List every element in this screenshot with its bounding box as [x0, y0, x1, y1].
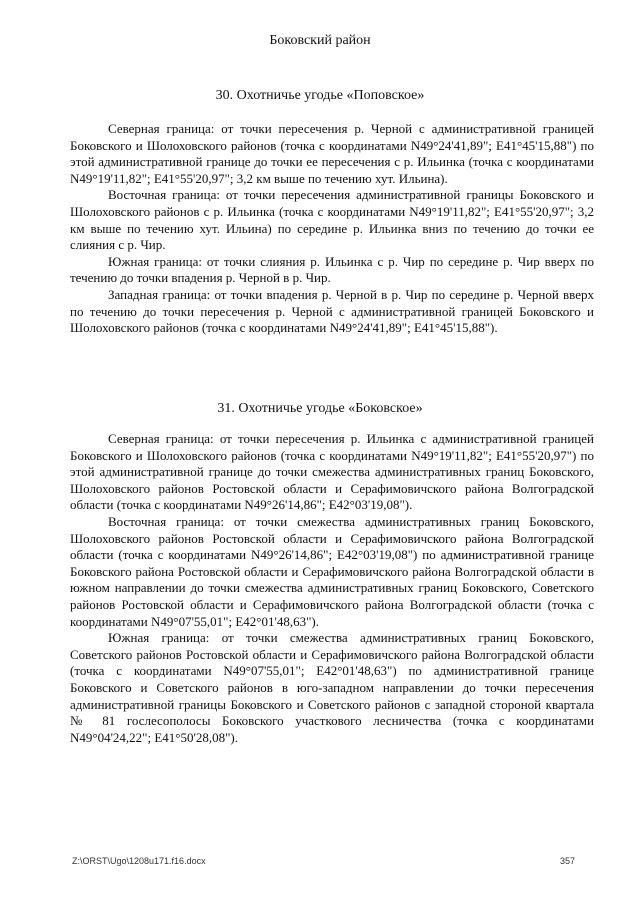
- paragraph-east-border: Восточная граница: от точки пересечения административной границы Боковского и Шолоховского районов с р. Ильинка (точка с координатами N49°19'11,82"; E41°55'20,97"; 3,2 км выше по течению хут. Ильина) по середине р. Ильинка вниз по течению до точки ее слияния с р. Чир.: [70, 187, 594, 253]
- footer-page-number: 357: [560, 856, 576, 866]
- paragraph-north-border: Северная граница: от точки пересечения р. Черной с административной границей Боковского и Шолоховского районов (точка с координатами N49°24'41,89"; E41°45'15,88") по этой административной границе до точки ее пересечения с р. Ильинка (точка с координатами N49°19'11,82"; E41°55'20,97"; 3,2 км выше по течению хут. Ильина).: [70, 121, 594, 186]
- section-heading: 31. Охотничье угодье «Боковское»: [217, 401, 423, 416]
- footer-file-path: Z:\ORST\Ugo\1208u171.f16.docx: [72, 856, 206, 866]
- paragraph-west-border: Западная граница: от точки впадения р. Черной в р. Чир по середине р. Черной вверх по течению до точки пересечения р. Черной с административной границей Боковского и Шолоховского районов (точка с координатами N49°24'41,89"; E41°45'15,88").: [70, 286, 594, 336]
- paragraph-south-border: Южная граница: от точки смежества административных границ Боковского, Советского районов Ростовской области и Серафимовичского района Волгоградской области (точка с координатами N49°07'55,01"; E42°01'48,63") по административной границе Боковского и Советского районов в юго-западном направлении до точки пересечения административной границы Боковского и Советского районов с западной стороной квартала № 81 гослесополосы Боковского участкового лесничества (точка с координатами N49°04'24,22"; E41°50'28,08").: [70, 630, 594, 745]
- section-heading: 30. Охотничье угодье «Поповское»: [215, 88, 425, 103]
- paragraph-north-border: Северная граница: от точки пересечения р. Ильинка с административной границей Боковского и Шолоховского районов (точка с координатами N49°19'11,82"; E41°55'20,97") по этой административной границе до точки смежества административных границ Боковского, Шолоховского районов Ростовской области и Серафимовичского района Волгоградской области (точка с координатами N49°26'14,86"; E42°03'19,08").: [70, 431, 594, 513]
- section-body: [70, 121, 594, 337]
- section-body: [70, 431, 594, 746]
- paragraph-south-border: Южная граница: от точки слияния р. Ильинка с р. Чир по середине р. Чир вверх по течению до точки впадения р. Черной в р. Чир.: [70, 253, 594, 286]
- district-title: Боковский район: [269, 33, 371, 48]
- paragraph-east-border: Восточная граница: от точки смежества административных границ Боковского, Шолоховского районов Ростовской области и Серафимовичского района Волгоградской области (точка с координатами N49°26'14,86"; E42°03'19,08") по административной границе Боковского района Ростовской области и Серафимовичского района Волгоградской области в южном направлении до точки смежества административных границ Боковского, Советского районов Ростовской области и Серафимовичского района Волгоградской области (точка с координатами N49°07'55,01"; E42°01'48,63").: [70, 513, 594, 629]
